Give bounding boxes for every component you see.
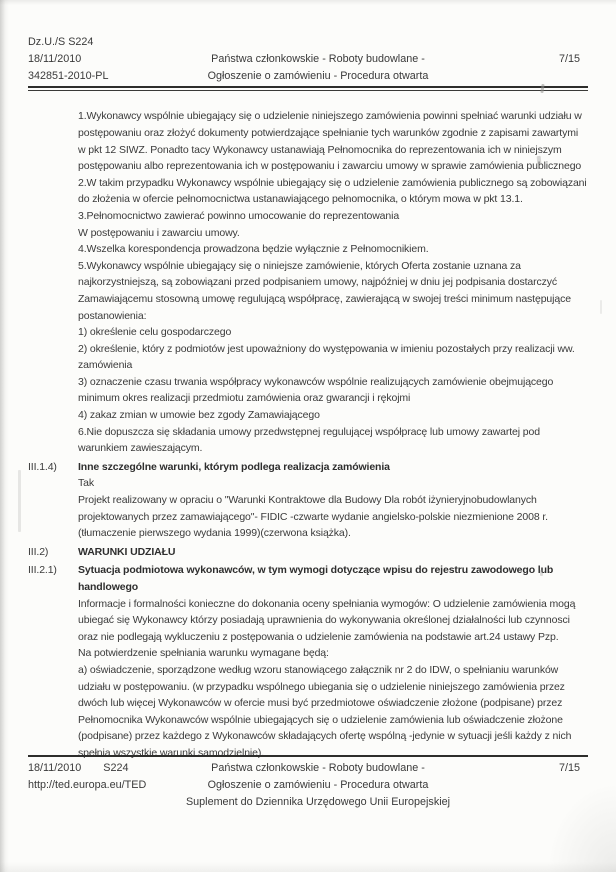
footer-title — [178, 760, 458, 810]
footer-date-series — [28, 760, 178, 777]
header-title — [178, 34, 458, 84]
footer-title-line3: Suplement do Dziennika Urzędowego Unii Europejskiej — [185, 795, 451, 808]
page-header — [28, 0, 588, 84]
section-heading: Inne szczególne warunki, którym podlega realizacja zamówienia — [78, 460, 390, 473]
journal-reference: Dz.U./S S224 — [28, 36, 94, 48]
footer-page-number: 7/15 — [558, 762, 580, 774]
footer-divider — [28, 755, 588, 757]
section-label — [28, 108, 78, 456]
section-label: III.2.1) — [28, 564, 57, 577]
paragraph: 3.Pełnomocnictwo zawierać powinno umocowanie do reprezentowania — [78, 209, 400, 222]
section-content — [78, 108, 588, 456]
header-date: 18/11/2010 — [28, 52, 82, 65]
paragraph: Projekt realizowany w opraciu o "Warunki Kontraktowe dla Budowy Dla robót iżynieryjnobudowlanych projektowanych przez zamawiającego"- FIDIC -czwarte wydanie angielsko-polskie niezmienione 2008 r. (tłumaczenie pierwszego wydania 1999)(czerwona książka). — [78, 494, 548, 540]
scan-artifact — [540, 570, 543, 576]
section-label: III.1.4) — [28, 460, 57, 473]
header-title-line2: Ogłoszenie o zamówieniu - Procedura otwarta — [207, 69, 429, 82]
section-label: III.2) — [28, 545, 49, 558]
footer-date: 18/11/2010 — [28, 762, 82, 774]
paragraph: 2.W takim przypadku Wykonawcy wspólnie ubiegający się o udzielenie zamówienia publicznego są zobowiązani do złożenia w ofercie pełnomocnictwa ustanawiającego pełnomocnika, o którym mowa w pkt 13.1. — [78, 176, 587, 206]
paragraph: 2) określenie, który z podmiotów jest upoważniony do występowania w imieniu pozostałych przy realizacji ww. zamówienia — [78, 342, 575, 372]
section — [28, 108, 588, 456]
section-content — [78, 459, 588, 542]
section-heading: Sytuacja podmiotowa wykonawców, w tym wymogi dotyczące wpisu do rejestru zawodowego lub handlowego — [78, 564, 554, 594]
paragraph: 1) określenie celu gospodarczego — [78, 326, 232, 339]
footer-title-line2: Ogłoszenie o zamówieniu - Procedura otwarta — [207, 778, 429, 791]
section-content — [78, 544, 588, 561]
header-left-block — [28, 34, 178, 84]
paragraph: 6.Nie dopuszcza się składania umowy przedwstępnej regulującej współpracę lub umowy zawartej pod warunkiem zawieszającym. — [78, 425, 540, 455]
document-body — [28, 108, 588, 758]
scan-artifact — [537, 156, 542, 164]
footer-title-line1: Państwa członkowskie - Roboty budowlane - — [211, 762, 425, 774]
section-content — [78, 562, 588, 758]
header-title-line1: Państwa członkowskie - Roboty budowlane - — [211, 52, 425, 65]
scan-edge-shading — [0, 862, 616, 872]
paragraph: Na potwierdzenie spełniania warunku wymagane będą: — [78, 647, 329, 660]
section-heading: WARUNKI UDZIAŁU — [78, 545, 176, 558]
paragraph: 3) oznaczenie czasu trwania współpracy wykonawców wspólnie realizujących zamówienie obejmującego minimum okres realizacji przedmiotu zamówienia oraz gwarancji i rękojmi — [78, 375, 554, 405]
paragraph: 1.Wykonawcy wspólnie ubiegający się o udzielenie niniejszego zamówienia powinni spełniać warunki udziału w postępowaniu oraz złożyć dokumenty potwierdzające spełnianie tych warunków zgodnie z zapisami zawartymi w pkt 12 SIWZ. Ponadto tacy Wykonawcy ustanawiają Pełnomocnika do reprezentowania ich w niniejszym postępowaniu albo reprezentowania ich w postępowaniu i zawarciu umowy w sprawie zamówienia publicznego — [78, 110, 582, 173]
footer-url: http://ted.europa.eu/TED — [28, 778, 147, 791]
paragraph: W postępowaniu i zawarciu umowy. — [78, 226, 240, 239]
footer-left-block — [28, 760, 178, 810]
scan-edge-shading — [0, 0, 9, 872]
paragraph: 4.Wszelka korespondencja prowadzona będzie wyłącznie z Pełnomocnikiem. — [78, 243, 429, 256]
header-divider — [28, 86, 588, 91]
section — [28, 562, 588, 758]
page-footer — [28, 755, 588, 810]
paragraph: a) oświadczenie, sporządzone według wzoru stanowiącego załącznik nr 2 do IDW, o spełnianiu warunków udziału w postępowaniu. (w przypadku wspólnego ubiegania się o udzielenie niniejszego zamówienia przez dwóch lub więcej Wykonawców w ofercie musi być przedmiotowe oświadczenie złożone (podpisane) przez Pełnomocnika Wykonawców wspólnie ubiegających się o udzielenie zamówienia lub oświadczenie złożone (podpisane) przez każdego z Wykonawców składających ofertę wspólną -jedynie w sytuacji jeśli każdy z nich spełnia wszystkie warunki samodzielnie). — [78, 663, 572, 759]
header-page-number: 7/15 — [558, 52, 580, 65]
paragraph: Informacje i formalności konieczne do dokonania oceny spełniania wymogów: O udzielenie zamówienia mogą ubiegać się Wykonawcy którzy posiadają uprawnienia do wykonywania określonej działalności lub czynnosci oraz nie podlegają wykluczeniu z postępowania o udzielenie zamówienia na podstawie art.24 ustawy Pzp. — [78, 597, 576, 643]
section — [28, 459, 588, 542]
notice-id: 342851-2010-PL — [28, 69, 109, 82]
scan-artifact — [600, 300, 602, 314]
scan-artifact — [18, 470, 21, 532]
page-sheet — [28, 0, 588, 758]
footer-grid — [28, 760, 588, 810]
footer-series: S224 — [103, 762, 129, 774]
section — [28, 544, 588, 561]
paragraph: 5.Wykonawcy wspólnie ubiegający się o niniejsze zamówienie, których Oferta zostanie uznana za najkorzystniejszą, są zobowiązani przed podpisaniem umowy, najpóźniej w dniu jej podpisania dostarczyć Zamawiającemu stosowną umowę regulującą współpracę, zawierającą w swojej treści minimum następujące postanowienia: — [78, 259, 571, 322]
paragraph: Tak — [78, 477, 94, 490]
paragraph: 4) zakaz zmian w umowie bez zgody Zamawiającego — [78, 409, 320, 422]
